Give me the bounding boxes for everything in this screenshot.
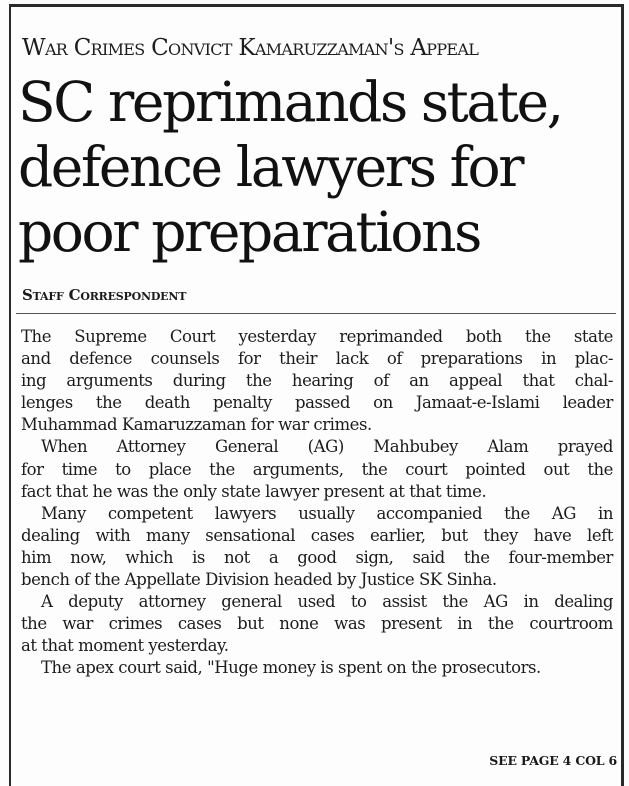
body-line: When Attorney General (AG) Mahbubey Alam prayed — [41, 437, 613, 457]
body-line: the war crimes cases but none was present in the courtroom — [21, 614, 613, 634]
continuation-jump-line: SEE PAGE 4 COL 6 — [489, 753, 617, 768]
body-line: ing arguments during the hearing of an appeal that chal- — [21, 371, 613, 391]
body-line: at that moment yesterday. — [21, 636, 229, 656]
byline: Staff Correspondent — [22, 286, 187, 304]
body-line: lenges the death penalty passed on Jamaat-e-Islami leader — [21, 393, 613, 413]
body-line: for time to place the arguments, the court pointed out the — [21, 459, 613, 479]
kicker-headline: War Crimes Convict Kamaruzzaman's Appeal — [22, 35, 479, 61]
body-line: fact that he was the only state lawyer present at that time. — [21, 481, 487, 501]
body-line: Many competent lawyers usually accompanied the AG in — [41, 503, 613, 523]
body-line: dealing with many sensational cases earlier, but they have left — [21, 525, 613, 545]
right-border-rule — [621, 4, 624, 786]
byline-divider — [16, 313, 616, 314]
body-line: The apex court said, "Huge money is spent on the prosecutors. — [41, 658, 541, 678]
body-line: him now, which is not a good sign, said the four-member — [21, 547, 613, 567]
main-headline — [18, 70, 618, 265]
article-body — [21, 326, 613, 680]
body-line: bench of the Appellate Division headed by Justice SK Sinha. — [21, 570, 497, 590]
body-line: The Supreme Court yesterday reprimanded both the state — [21, 327, 613, 346]
body-line: Muhammad Kamaruzzaman for war crimes. — [21, 415, 372, 435]
headline-line: SC reprimands state, — [18, 70, 562, 134]
body-line: and defence counsels for their lack of preparations in plac- — [21, 349, 613, 369]
headline-line: defence lawyers for — [18, 135, 523, 199]
body-line: A deputy attorney general used to assist the AG in dealing — [41, 592, 613, 612]
left-border-rule — [9, 4, 11, 786]
headline-line: poor preparations — [18, 200, 480, 264]
top-border-rule — [9, 4, 624, 7]
